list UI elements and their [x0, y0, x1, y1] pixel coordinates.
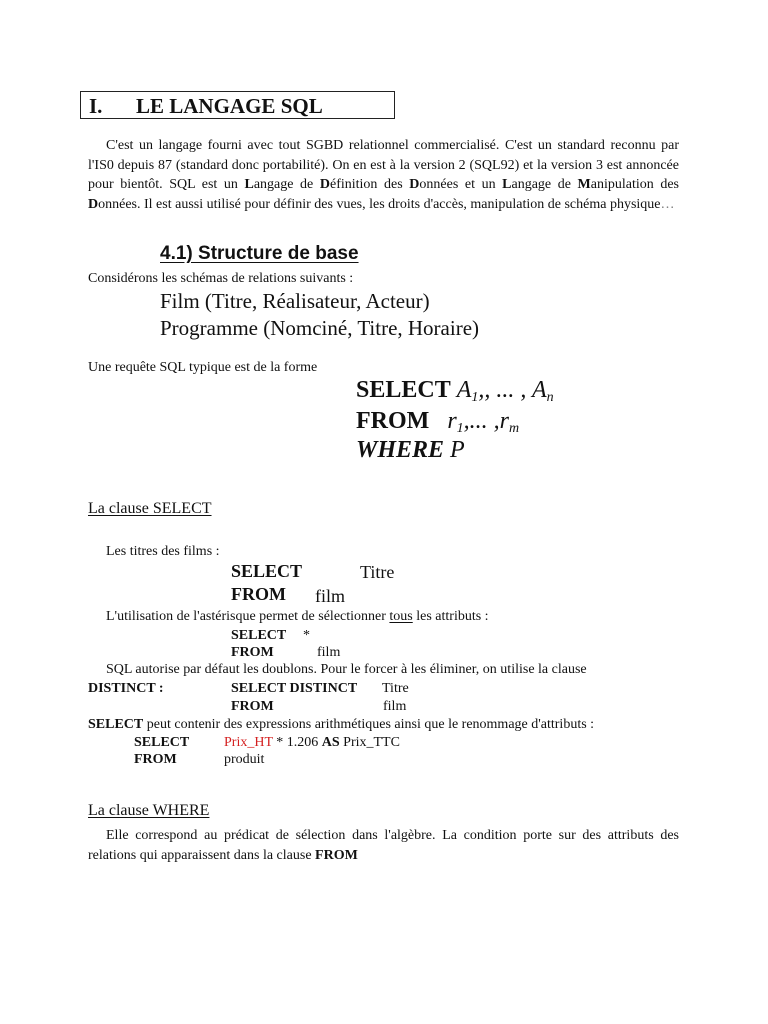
ex3-distinct-label: DISTINCT : [88, 681, 164, 696]
titres-label: Les titres des films : [106, 544, 220, 559]
typique-text: Une requête SQL typique est de la forme [88, 360, 318, 375]
where-text: Elle correspond au prédicat de sélection dans l'algèbre. La condition porte sur des attributs des relations qui apparaissent dans la clause FROM [88, 828, 679, 863]
clause-select-heading: La clause SELECT [88, 500, 212, 517]
page-title: LE LANGAGE SQL [136, 94, 323, 118]
title-number: I. [89, 94, 103, 118]
clause-where-heading: La clause WHERE [88, 802, 210, 819]
ex1-select: SELECT [231, 561, 303, 581]
considerons-text: Considérons les schémas de relations suivants : [88, 271, 354, 286]
ex2-star: * [303, 628, 310, 643]
query-from-line: FROM $r_1$,... $,r_m$ [356, 408, 520, 436]
ex1-titre: Titre [360, 562, 395, 582]
schema-programme: Programme (Nomciné, Titre, Horaire) [160, 316, 480, 340]
schema-film: Film (Titre, Réalisateur, Acteur) [160, 289, 430, 313]
ex4-expression: Prix_HT * 1.206 AS Prix_TTC [224, 735, 400, 750]
asterisque-text: L'utilisation de l'astérisque permet de sélectionner tous les attributs : [106, 609, 489, 624]
ex1-from: FROM [231, 584, 286, 604]
ex3-film: film [383, 699, 407, 714]
ex1-film: film [315, 586, 345, 606]
ex4-from: FROM [134, 752, 177, 767]
ex3-titre: Titre [382, 681, 409, 696]
ex4-select: SELECT [134, 735, 190, 750]
ex3-select-distinct: SELECT DISTINCT [231, 681, 358, 696]
doublons-text: SQL autorise par défaut les doublons. Pour le forcer à les éliminer, on utilise la clause [106, 662, 587, 677]
ex2-film: film [317, 645, 341, 660]
section-heading-4-1: 4.1) Structure de base [160, 243, 359, 264]
arith-text: SELECT peut contenir des expressions arithmétiques ainsi que le renommage d'attributs : [88, 717, 595, 732]
intro-paragraph: C'est un langage fourni avec tout SGBD relationnel commercialisé. C'est un standard reconnu par l'IS0 depuis 87 (standard donc portabilité). On en est à la version 2 (SQL92) et la version 3 est annoncée pour bientôt. SQL est un Langage de Définition des Données et un Langage de Manipulation des Données. Il est aussi utilisé pour définir des vues, les droits d'accès, manipulation de schéma physique… [88, 138, 680, 212]
ex3-from: FROM [231, 699, 274, 714]
ex4-produit: produit [224, 752, 265, 767]
query-where-line: WHERE P [356, 437, 465, 463]
ex2-from: FROM [231, 645, 274, 660]
query-select-line: SELECT $A_1$,, ... , $A_n$ [356, 377, 554, 405]
ex2-select: SELECT [231, 628, 287, 643]
